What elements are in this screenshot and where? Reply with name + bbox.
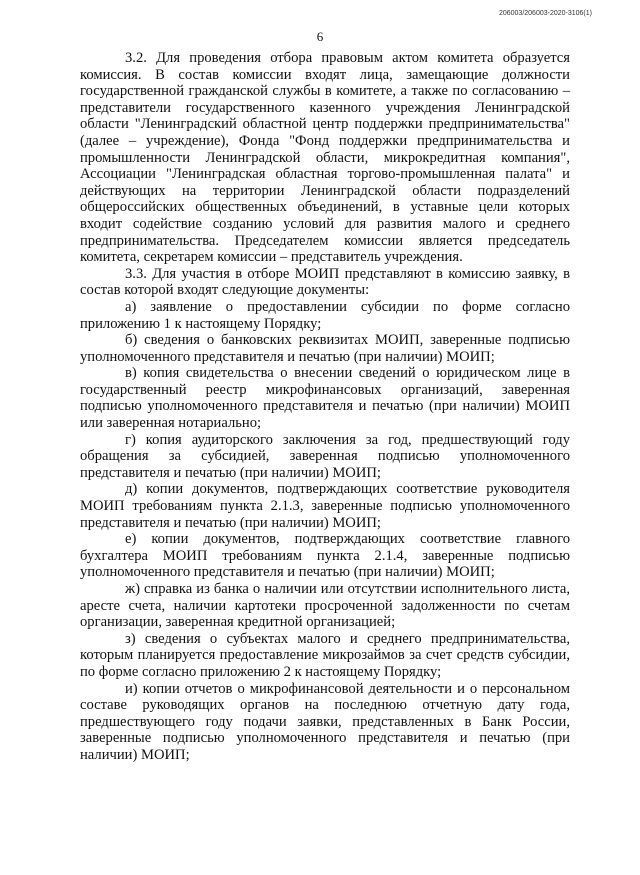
- document-registration-code: 206003/206003-2020-3106(1): [498, 10, 592, 17]
- paragraph-3-2: 3.2. Для проведения отбора правовым актом комитета образуется комиссия. В состав комиссии входят лица, замещающие должности государственной гражданской службы в комитете, а также по согласованию – представители государственного казенного учреждения Ленинградской области "Ленинградский областной центр поддержки предпринимательства" (далее – учреждение), Фонда "Фонд поддержки предпринимательства и промышленности Ленинградской области, микрокредитная компания", Ассоциации "Ленинградская областная торгово-промышленная палата" и действующих на территории Ленинградской области подразделений общероссийских общественных объединений, в уставные цели которых входит содействие созданию условий для развития малого и среднего предпринимательства. Председателем комиссии является председатель комитета, секретарем комиссии – представитель учреждения.: [80, 50, 570, 266]
- document-body: [80, 50, 570, 764]
- list-item-v: в) копия свидетельства о внесении сведений о юридическом лице в государственный реестр микрофинансовых организаций, заверенная подписью уполномоченного представителя и печатью (при наличии) МОИП или заверенная нотариально;: [80, 365, 570, 432]
- paragraph-3-3: 3.3. Для участия в отборе МОИП представляют в комиссию заявку, в состав которой входят следующие документы:: [80, 265, 570, 299]
- list-item-a: а) заявление о предоставлении субсидии по форме согласно приложению 1 к настоящему Порядку;: [80, 298, 570, 332]
- list-item-d: д) копии документов, подтверждающих соответствие руководителя МОИП требованиям пункта 2.1.3, заверенные подписью уполномоченного представителя и печатью (при наличии) МОИП;: [80, 481, 570, 531]
- list-item-b: б) сведения о банковских реквизитах МОИП, заверенные подписью уполномоченного представителя и печатью (при наличии) МОИП;: [80, 332, 570, 365]
- list-item-zh: ж) справка из банка о наличии или отсутствии исполнительного листа, аресте счета, наличии картотеки просроченной задолженности по счетам организации, заверенная кредитной организацией;: [80, 581, 570, 631]
- list-item-g: г) копия аудиторского заключения за год, предшествующий году обращения за субсидией, заверенная подписью уполномоченного представителя и печатью (при наличии) МОИП;: [80, 431, 570, 481]
- list-item-z: з) сведения о субъектах малого и среднего предпринимательства, которым планируется предоставление микрозаймов за счет средств субсидии, по форме согласно приложению 2 к настоящему Порядку;: [80, 630, 570, 680]
- list-item-e: е) копии документов, подтверждающих соответствие главного бухгалтера МОИП требованиям пункта 2.1.4, заверенные подписью уполномоченного представителя и печатью (при наличии) МОИП;: [80, 531, 570, 581]
- list-item-i: и) копии отчетов о микрофинансовой деятельности и о персональном составе руководящих органов на последнюю отчетную дату года, предшествующего году подачи заявки, представленных в Банк России, заверенные подписью уполномоченного представителя и печатью (при наличии) МОИП;: [80, 680, 570, 763]
- page-number: 6: [316, 29, 324, 44]
